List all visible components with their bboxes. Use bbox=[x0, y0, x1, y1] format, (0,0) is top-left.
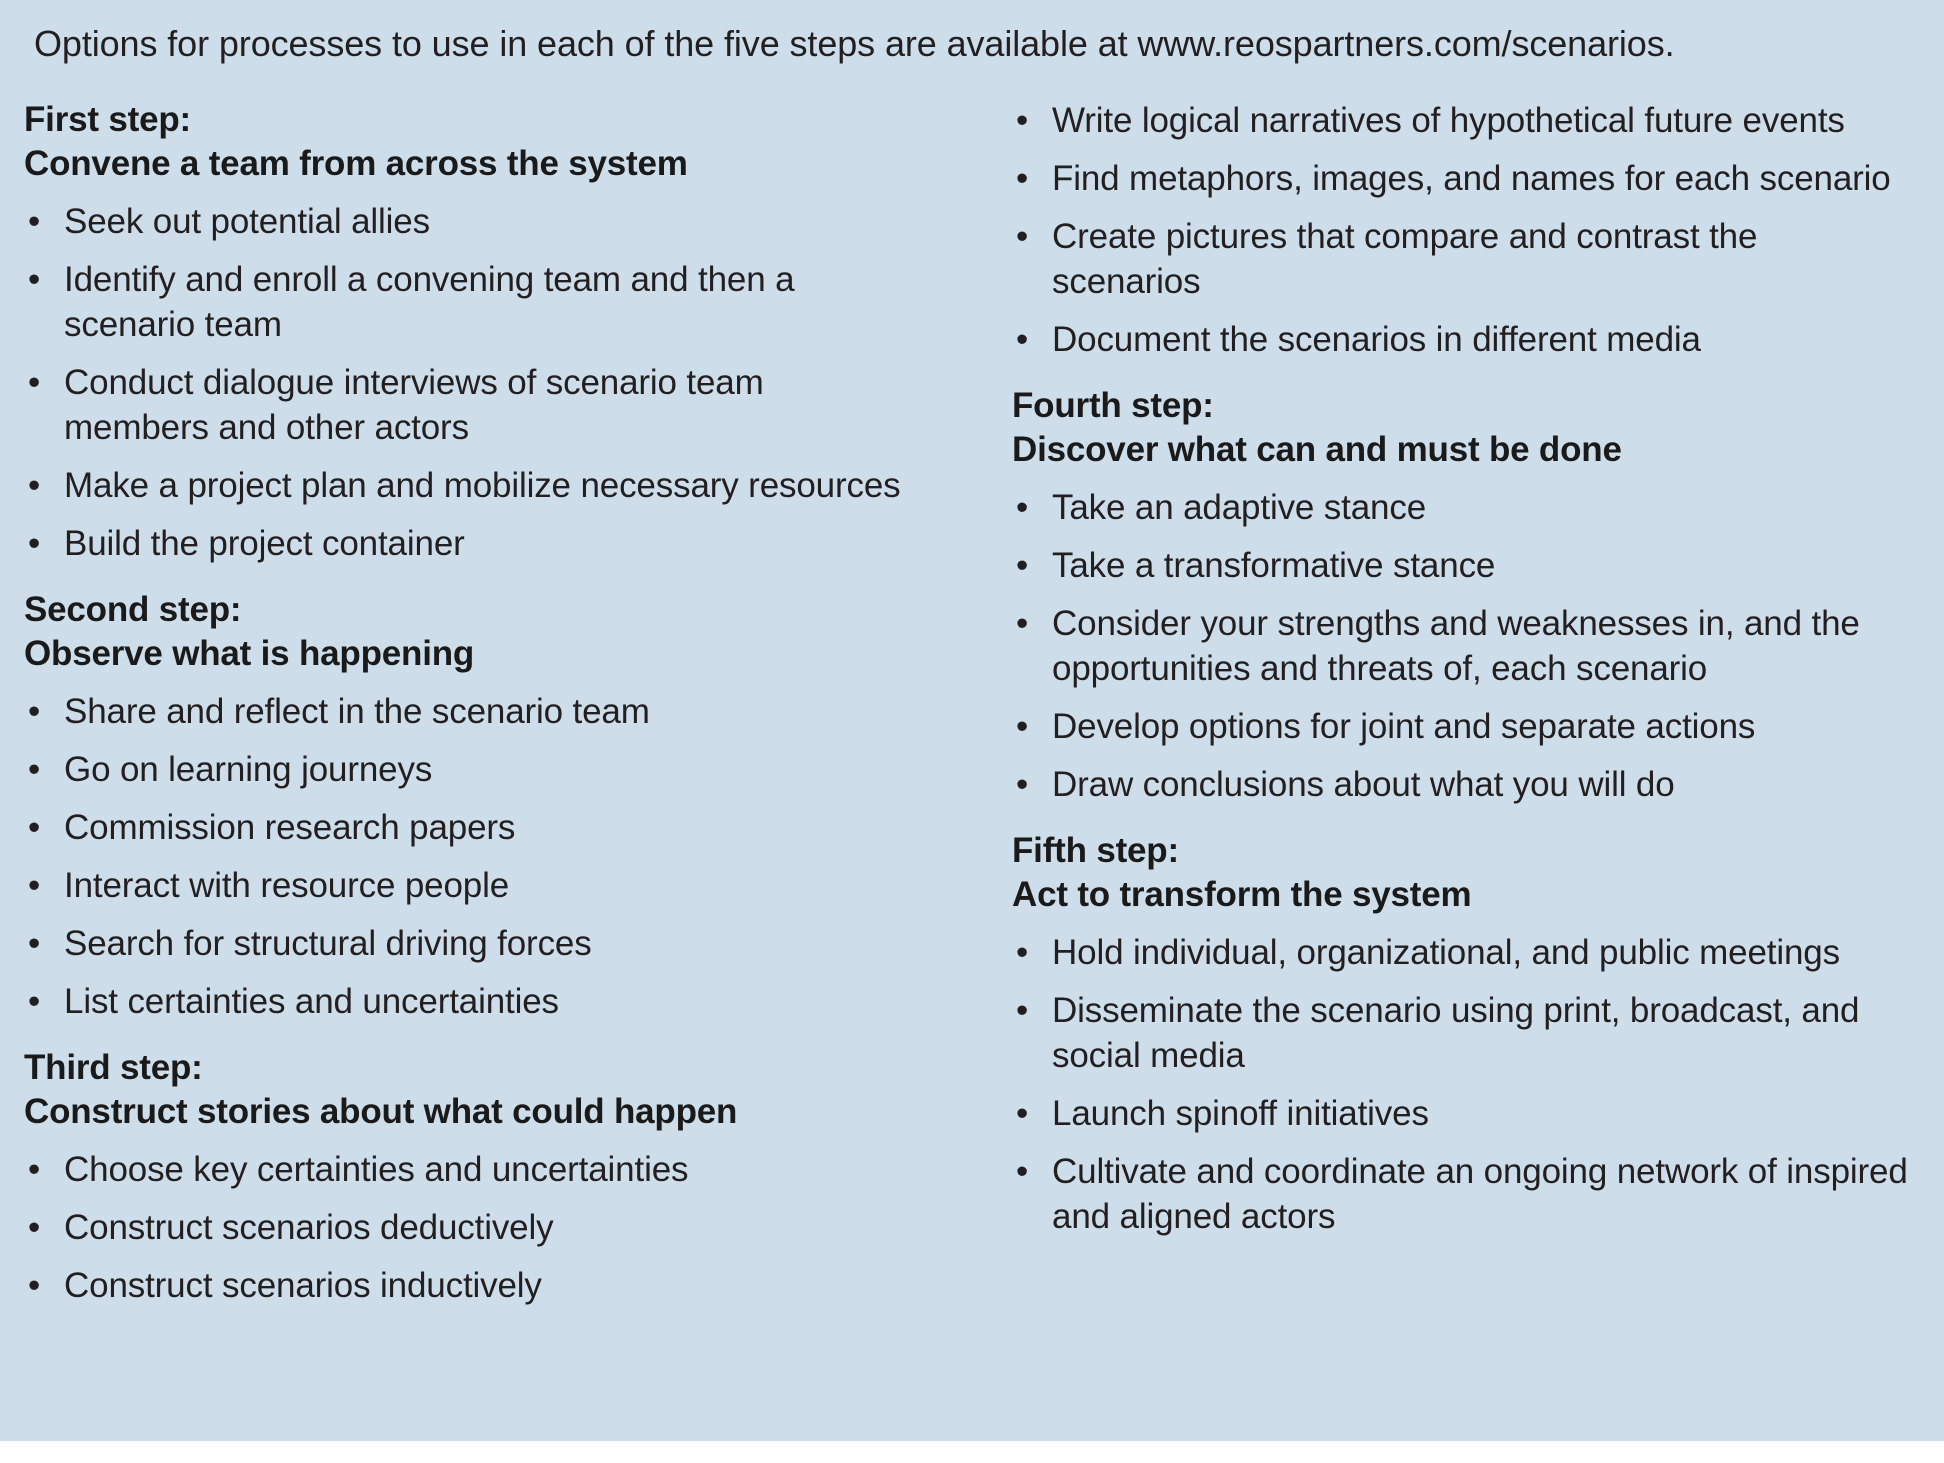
list-item-label: Disseminate the scenario using print, broadcast, and social media bbox=[1052, 991, 1860, 1075]
list-item bbox=[1012, 1149, 1912, 1239]
step-title-third: Construct stories about what could happen bbox=[24, 1092, 738, 1131]
list-item bbox=[24, 747, 904, 792]
step-list-fifth bbox=[1012, 930, 1912, 1239]
step-block-fifth bbox=[1012, 829, 1912, 1239]
list-item bbox=[1012, 485, 1912, 530]
spacer bbox=[1012, 362, 1912, 384]
list-item-label: Find metaphors, images, and names for each scenario bbox=[1052, 159, 1891, 198]
step-label-first: First step: bbox=[24, 100, 191, 139]
step-list-first bbox=[24, 199, 904, 566]
step-label-third: Third step: bbox=[24, 1048, 203, 1087]
right-column bbox=[1012, 98, 1912, 1239]
list-item-label: Take a transformative stance bbox=[1052, 546, 1496, 585]
list-item bbox=[1012, 214, 1912, 304]
list-item-label: Write logical narratives of hypothetical future events bbox=[1052, 101, 1845, 140]
bullet-icon: • bbox=[28, 750, 41, 789]
list-item bbox=[24, 979, 904, 1024]
list-item bbox=[1012, 1091, 1912, 1136]
list-item-label: Develop options for joint and separate actions bbox=[1052, 707, 1756, 746]
list-item-label: Cultivate and coordinate an ongoing network of inspired and aligned actors bbox=[1052, 1152, 1908, 1236]
bullet-icon: • bbox=[28, 1208, 41, 1247]
list-item bbox=[24, 521, 904, 566]
list-item-label: List certainties and uncertainties bbox=[64, 982, 559, 1021]
list-item bbox=[24, 689, 904, 734]
list-item-label: Commission research papers bbox=[64, 808, 516, 847]
list-item bbox=[1012, 317, 1912, 362]
list-item bbox=[1012, 601, 1912, 691]
list-item bbox=[1012, 762, 1912, 807]
spacer bbox=[1012, 807, 1912, 829]
list-item-label: Construct scenarios deductively bbox=[64, 1208, 554, 1247]
bullet-icon: • bbox=[1016, 101, 1029, 140]
bullet-icon: • bbox=[28, 363, 41, 402]
list-item-label: Launch spinoff initiatives bbox=[1052, 1094, 1429, 1133]
list-item-label: Hold individual, organizational, and public meetings bbox=[1052, 933, 1840, 972]
list-item-label: Share and reflect in the scenario team bbox=[64, 692, 650, 731]
step-heading-fifth bbox=[1012, 829, 1912, 917]
list-item bbox=[1012, 988, 1912, 1078]
bullet-icon: • bbox=[1016, 765, 1029, 804]
step-title-fourth: Discover what can and must be done bbox=[1012, 430, 1622, 469]
list-item-label: Create pictures that compare and contrast the scenarios bbox=[1052, 217, 1758, 301]
list-item-label: Identify and enroll a convening team and then a scenario team bbox=[64, 260, 795, 344]
list-item-label: Search for structural driving forces bbox=[64, 924, 592, 963]
bullet-icon: • bbox=[28, 466, 41, 505]
step-heading-first bbox=[24, 98, 904, 186]
step-heading-third bbox=[24, 1046, 904, 1134]
bullet-icon: • bbox=[1016, 1094, 1029, 1133]
step-block-second bbox=[24, 588, 904, 1046]
list-item bbox=[24, 863, 904, 908]
list-item-label: Choose key certainties and uncertainties bbox=[64, 1150, 689, 1189]
step-block-fourth bbox=[1012, 384, 1912, 829]
list-item bbox=[1012, 930, 1912, 975]
list-item bbox=[24, 257, 904, 347]
list-item-label: Interact with resource people bbox=[64, 866, 510, 905]
list-item-label: Document the scenarios in different media bbox=[1052, 320, 1701, 359]
step-list-fourth bbox=[1012, 485, 1912, 807]
list-item bbox=[24, 463, 904, 508]
intro-text: Options for processes to use in each of the five steps are available at www.reospartners.com/scenarios. bbox=[34, 23, 1675, 64]
left-column bbox=[24, 98, 904, 1308]
list-item-label: Consider your strengths and weaknesses in, and the opportunities and threats of, each scenario bbox=[1052, 604, 1860, 688]
list-item-label: Seek out potential allies bbox=[64, 202, 430, 241]
bullet-icon: • bbox=[1016, 217, 1029, 256]
bullet-icon: • bbox=[28, 866, 41, 905]
step-block-first bbox=[24, 98, 904, 588]
step-block-third bbox=[24, 1046, 904, 1308]
bullet-icon: • bbox=[28, 1266, 41, 1305]
list-item bbox=[24, 1147, 904, 1192]
step-title-fifth: Act to transform the system bbox=[1012, 875, 1472, 914]
list-item-label: Conduct dialogue interviews of scenario team members and other actors bbox=[64, 363, 764, 447]
bullet-icon: • bbox=[28, 260, 41, 299]
list-item-label: Take an adaptive stance bbox=[1052, 488, 1427, 527]
step-list-second bbox=[24, 689, 904, 1024]
bullet-icon: • bbox=[28, 808, 41, 847]
bullet-icon: • bbox=[1016, 707, 1029, 746]
bullet-icon: • bbox=[28, 692, 41, 731]
bullet-icon: • bbox=[28, 1150, 41, 1189]
list-item bbox=[24, 805, 904, 850]
list-item-label: Go on learning journeys bbox=[64, 750, 433, 789]
list-item bbox=[24, 1205, 904, 1250]
bullet-icon: • bbox=[1016, 1152, 1029, 1191]
list-item-label: Build the project container bbox=[64, 524, 465, 563]
step-list-third bbox=[24, 1147, 904, 1308]
list-item-label: Make a project plan and mobilize necessary resources bbox=[64, 466, 901, 505]
step-title-first: Convene a team from across the system bbox=[24, 144, 688, 183]
list-item bbox=[24, 360, 904, 450]
third-step-continued-list bbox=[1012, 98, 1912, 362]
list-item-label: Construct scenarios inductively bbox=[64, 1266, 542, 1305]
bullet-icon: • bbox=[28, 202, 41, 241]
list-item bbox=[24, 199, 904, 244]
list-item bbox=[1012, 156, 1912, 201]
spacer bbox=[24, 1024, 904, 1046]
bullet-icon: • bbox=[1016, 933, 1029, 972]
step-label-fourth: Fourth step: bbox=[1012, 386, 1214, 425]
list-item bbox=[24, 921, 904, 966]
bullet-icon: • bbox=[1016, 320, 1029, 359]
step-heading-fourth bbox=[1012, 384, 1912, 472]
list-item bbox=[1012, 704, 1912, 749]
list-item bbox=[24, 1263, 904, 1308]
step-label-second: Second step: bbox=[24, 590, 242, 629]
bullet-icon: • bbox=[1016, 546, 1029, 585]
bullet-icon: • bbox=[1016, 159, 1029, 198]
step-heading-second bbox=[24, 588, 904, 676]
bullet-icon: • bbox=[1016, 604, 1029, 643]
bullet-icon: • bbox=[1016, 991, 1029, 1030]
bullet-icon: • bbox=[1016, 488, 1029, 527]
list-item bbox=[1012, 98, 1912, 143]
bullet-icon: • bbox=[28, 924, 41, 963]
bullet-icon: • bbox=[28, 524, 41, 563]
step-title-second: Observe what is happening bbox=[24, 634, 475, 673]
list-item-label: Draw conclusions about what you will do bbox=[1052, 765, 1675, 804]
spacer bbox=[24, 566, 904, 588]
bullet-icon: • bbox=[28, 982, 41, 1021]
step-label-fifth: Fifth step: bbox=[1012, 831, 1179, 870]
list-item bbox=[1012, 543, 1912, 588]
